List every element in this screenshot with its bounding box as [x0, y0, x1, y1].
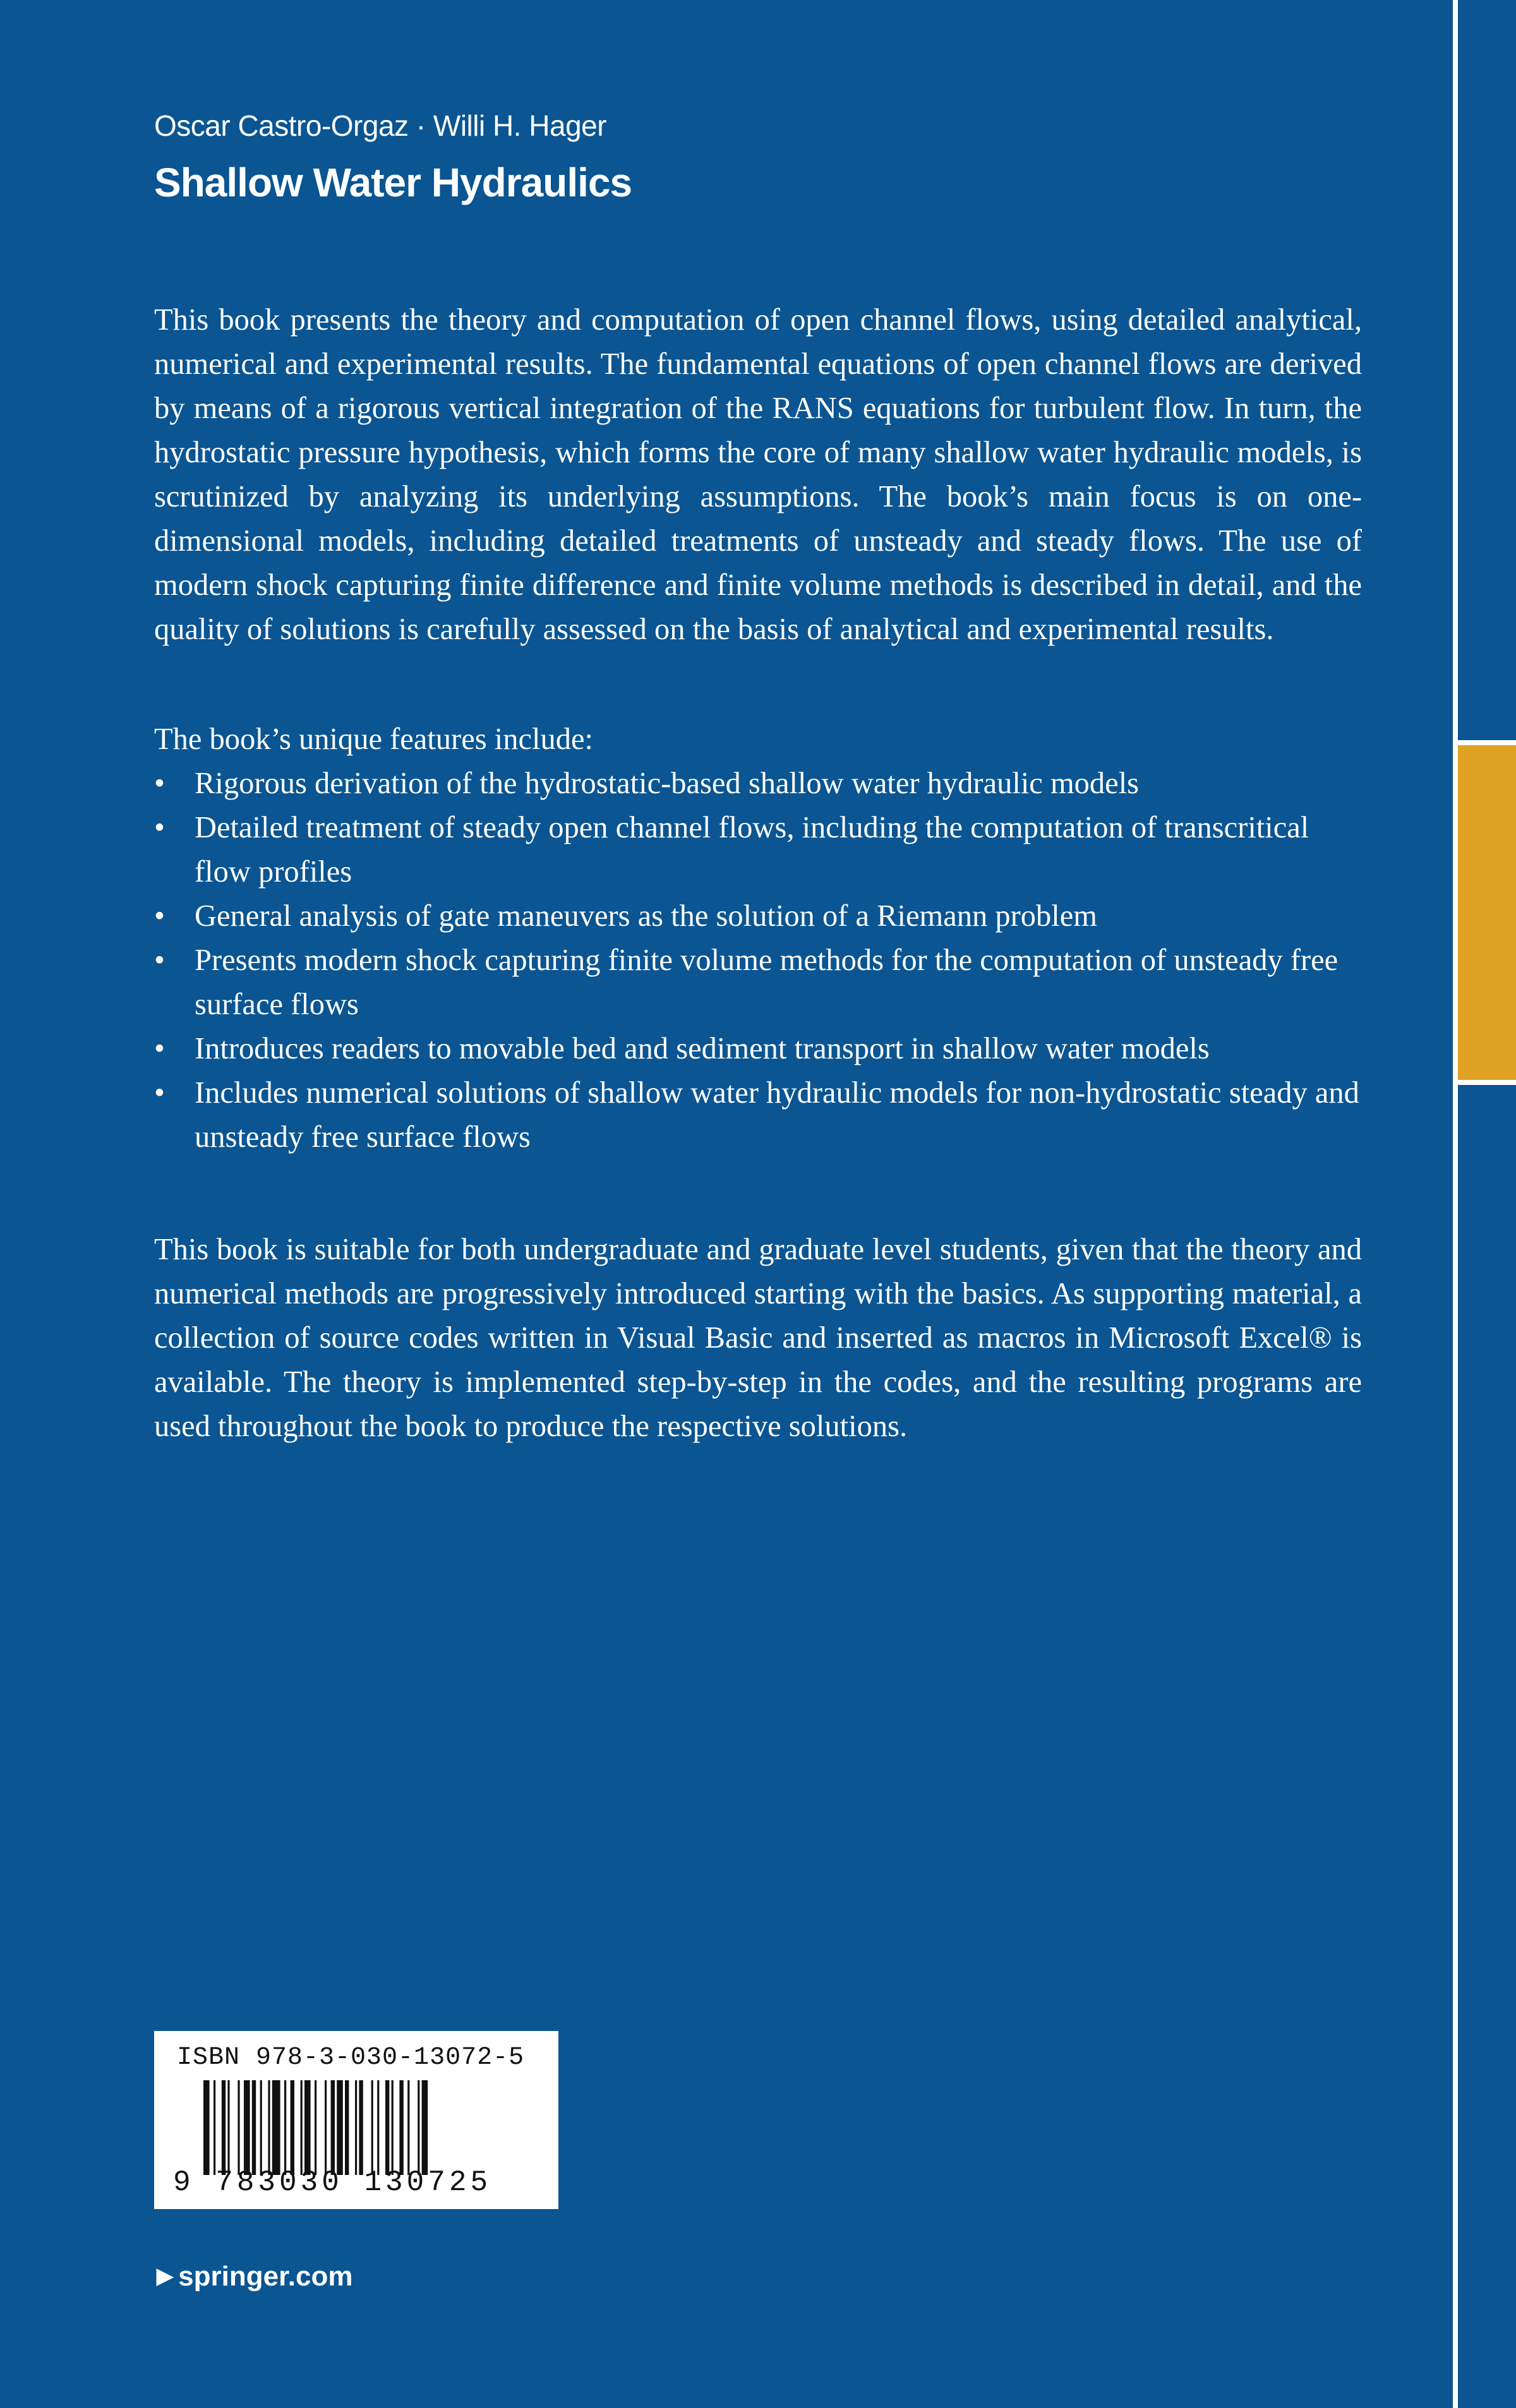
description-paragraph: This book presents the theory and computation of open channel flows, using detailed analytical, numerical and experimental results. The fundamental equations of open channel flows are derived by means of a rigorous vertical integration of the RANS equations for turbulent flow. In turn, the hydrostatic pressure hypothesis, which forms the core of many shallow water hydraulic models, is scrutinized by analyzing its underlying assumptions. The book’s main focus is on one-dimensional models, including detailed treatments of unsteady and steady flows. The use of modern shock capturing finite difference and finite volume methods is described in detail, and the quality of solutions is carefully assessed on the basis of analytical and experimental results.	[154, 303, 1362, 646]
bullet-icon: •	[154, 943, 165, 977]
website-link[interactable]	[157, 2261, 352, 2292]
authors: Oscar Castro-Orgaz · Willi H. Hager	[154, 109, 607, 142]
spine-accent-band	[1458, 745, 1516, 1080]
spine-band-border-bottom	[1458, 1080, 1516, 1085]
website-text: springer.com	[178, 2261, 353, 2292]
barcode-digits: 9 783030 130725	[173, 2166, 492, 2199]
features-intro: The book’s unique features include:	[154, 722, 593, 756]
isbn-text: ISBN 978-3-030-13072-5	[177, 2044, 525, 2072]
bullet-icon: •	[154, 1032, 165, 1065]
feature-text: Introduces readers to movable bed and sediment transport in shallow water models	[195, 1032, 1210, 1065]
arrow-right-icon: ▶	[157, 2264, 174, 2288]
feature-text: Includes numerical solutions of shallow water hydraulic models for non-hydrostatic steady and unsteady free surface flows	[195, 1076, 1359, 1154]
bullet-icon: •	[154, 767, 165, 800]
barcode-icon	[203, 2080, 532, 2175]
bullet-icon: •	[154, 899, 165, 933]
feature-text: General analysis of gate maneuvers as the solution of a Riemann problem	[195, 899, 1097, 933]
feature-item	[154, 806, 1362, 894]
feature-text: Presents modern shock capturing finite volume methods for the computation of unsteady free surface flows	[195, 943, 1339, 1021]
features-list	[154, 762, 1362, 1159]
bullet-icon: •	[154, 811, 165, 844]
feature-text: Detailed treatment of steady open channel flows, including the computation of transcritical flow profiles	[195, 811, 1309, 889]
bullet-icon: •	[154, 1076, 165, 1110]
feature-item	[154, 1027, 1362, 1071]
feature-item	[154, 1071, 1362, 1159]
feature-item	[154, 894, 1362, 938]
audience-paragraph: This book is suitable for both undergraduate and graduate level students, given that the theory and numerical methods are progressively introduced starting with the basics. As supporting material, a collection of source codes written in Visual Basic and inserted as macros in Microsoft Excel® is available. The theory is implemented step-by-step in the codes, and the resulting programs are used throughout the book to produce the respective solutions.	[154, 1233, 1362, 1443]
spine-band-border-top	[1458, 740, 1516, 745]
feature-text: Rigorous derivation of the hydrostatic-based shallow water hydraulic models	[195, 767, 1140, 800]
feature-item	[154, 938, 1362, 1027]
book-title: Shallow Water Hydraulics	[154, 160, 632, 205]
spine-divider	[1453, 0, 1458, 2408]
feature-item	[154, 762, 1362, 806]
barcode-label	[154, 2031, 558, 2209]
